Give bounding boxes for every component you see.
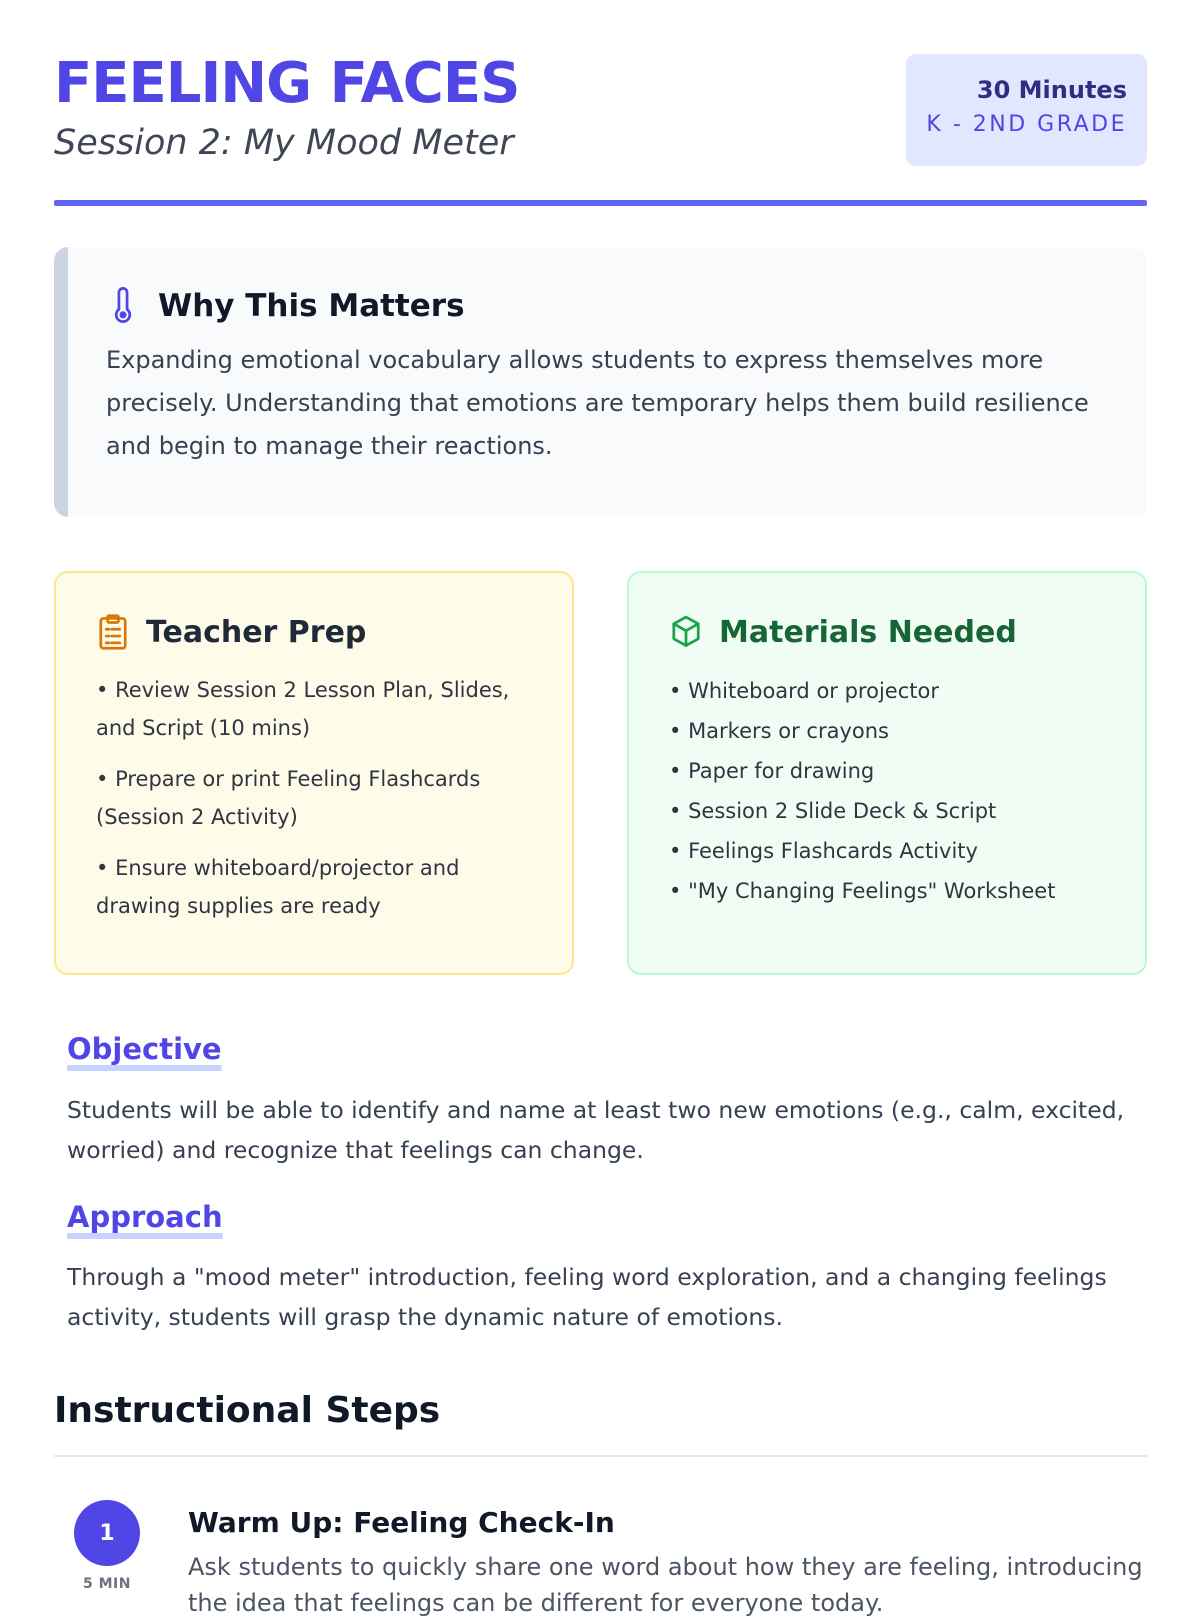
approach-heading: Approach bbox=[67, 1200, 223, 1234]
header-divider bbox=[54, 200, 1147, 206]
materials-title: Materials Needed bbox=[719, 614, 1017, 650]
teacher-prep-title: Teacher Prep bbox=[146, 614, 367, 650]
objective-heading: Objective bbox=[67, 1032, 222, 1066]
step-title: Warm Up: Feeling Check-In bbox=[188, 1506, 615, 1539]
session-subtitle: Session 2: My Mood Meter bbox=[54, 123, 514, 163]
instructional-steps-heading: Instructional Steps bbox=[54, 1390, 441, 1431]
list-item: • Ensure whiteboard/projector and drawing supplies are ready bbox=[96, 849, 534, 925]
step-description: Ask students to quickly share one word about how they are feeling, introducing the idea that feelings can be different for everyone today. bbox=[188, 1553, 1143, 1617]
session-info-badge bbox=[906, 54, 1147, 166]
list-item: • Markers or crayons bbox=[669, 711, 1107, 751]
why-title: Why This Matters bbox=[158, 288, 465, 324]
approach-body: Through a "mood meter" introduction, feeling word exploration, and a changing feelings activity, students will grasp the dynamic nature of emotions. bbox=[67, 1263, 1107, 1331]
list-item: • Paper for drawing bbox=[669, 751, 1107, 791]
teacher-prep-list bbox=[96, 671, 534, 925]
box-icon bbox=[669, 613, 703, 651]
why-body: Expanding emotional vocabulary allows students to express themselves more precisely. Understanding that emotions are temporary helps them build resilience and begin to manage their reactions. bbox=[106, 346, 1089, 460]
page-title: FEELING FACES bbox=[54, 51, 520, 116]
list-item: • Whiteboard or projector bbox=[669, 671, 1107, 711]
list-item: • Prepare or print Feeling Flashcards (Session 2 Activity) bbox=[96, 760, 534, 836]
list-item: • Session 2 Slide Deck & Script bbox=[669, 791, 1107, 831]
step-number-badge: 1 bbox=[74, 1500, 140, 1566]
list-item: • "My Changing Feelings" Worksheet bbox=[669, 871, 1107, 911]
list-item: • Feelings Flashcards Activity bbox=[669, 831, 1107, 871]
list-item: • Review Session 2 Lesson Plan, Slides, and Script (10 mins) bbox=[96, 671, 534, 747]
clipboard-icon bbox=[96, 613, 130, 651]
materials-list bbox=[669, 671, 1107, 911]
duration-label: 30 Minutes bbox=[976, 76, 1127, 104]
grade-label: K - 2ND GRADE bbox=[926, 112, 1127, 137]
thermometer-icon bbox=[106, 287, 140, 325]
materials-card bbox=[627, 571, 1147, 975]
step-duration: 5 MIN bbox=[83, 1576, 131, 1592]
objective-body: Students will be able to identify and name at least two new emotions (e.g., calm, excited, worried) and recognize that feelings can change. bbox=[67, 1096, 1125, 1164]
teacher-prep-card bbox=[54, 571, 574, 975]
why-this-matters-card bbox=[54, 247, 1147, 517]
steps-divider bbox=[54, 1455, 1147, 1457]
page-header bbox=[54, 52, 1147, 208]
